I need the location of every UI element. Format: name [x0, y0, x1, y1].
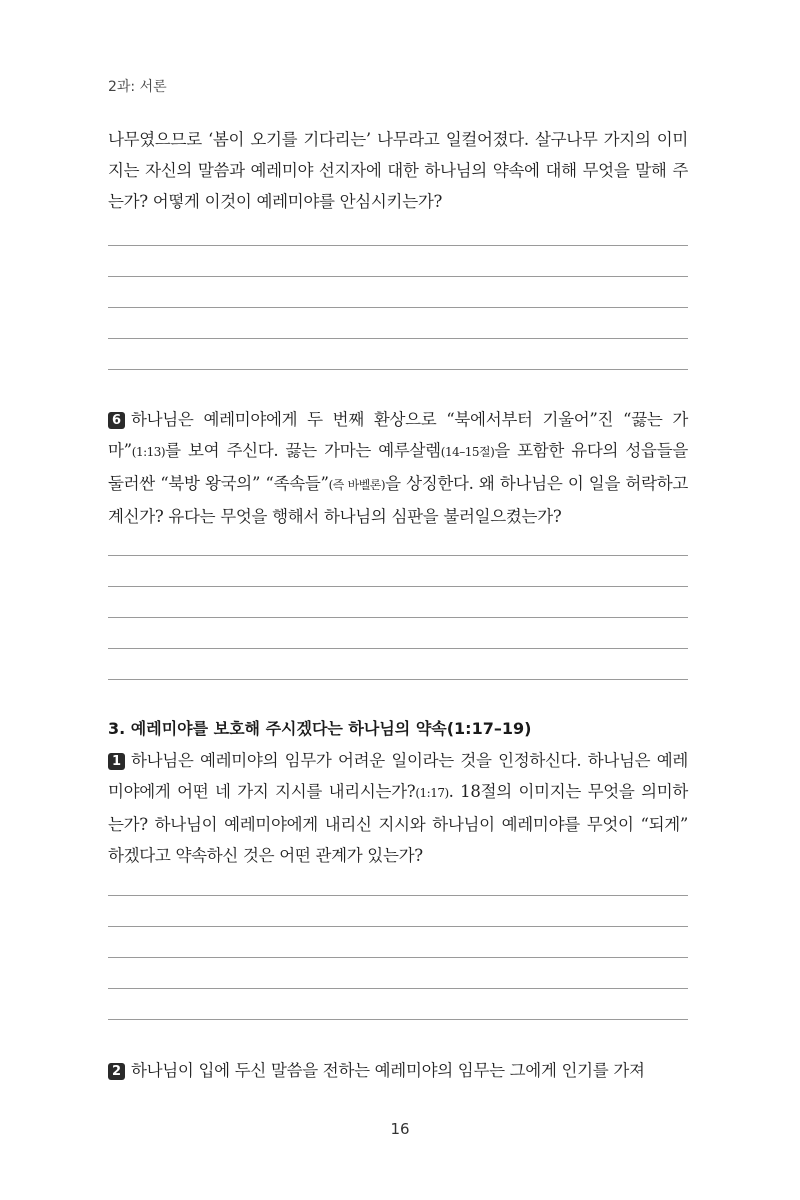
question-6-text: 하나님은 예레미야에게 두 번째 환상으로 “북에서부터 기울어”진 “끓는 가마”	[108, 410, 688, 460]
verse-reference: (1:17)	[415, 786, 449, 800]
answer-lines-q5	[108, 245, 688, 400]
answer-line	[108, 617, 688, 618]
answer-lines-q6	[108, 555, 688, 710]
question-6	[108, 404, 688, 532]
answer-line	[108, 245, 688, 246]
answer-line	[108, 926, 688, 927]
answer-line	[108, 307, 688, 308]
answer-line	[108, 369, 688, 370]
answer-line	[108, 679, 688, 680]
page-number: 16	[390, 1120, 410, 1138]
answer-line	[108, 895, 688, 896]
question-6-text: 를 보여 주신다. 끓는 가마는 예루살렘	[165, 441, 441, 460]
answer-line	[108, 648, 688, 649]
answer-line	[108, 555, 688, 556]
answer-line	[108, 276, 688, 277]
answer-line	[108, 957, 688, 958]
question-5-continuation: 나무였으므로 ‘봄이 오기를 기다리는’ 나무라고 일컬어졌다. 살구나무 가지의 이미지는 자신의 말씀과 예레미야 선지자에 대한 하나님의 약속에 대해 무엇을 말해 주는가? 어떻게 이것이 예레미야를 안심시키는가?	[108, 130, 688, 211]
question-number-badge: 6	[108, 412, 125, 429]
answer-lines-q1	[108, 895, 688, 1050]
question-2-text: 하나님이 입에 두신 말씀을 전하는 예레미야의 임무는 그에게 인기를 가져	[131, 1061, 645, 1080]
chapter-header: 2과: 서론	[108, 79, 167, 95]
answer-line	[108, 338, 688, 339]
verse-reference: (1:13)	[131, 445, 166, 459]
answer-line	[108, 1019, 688, 1020]
section3-question-1	[108, 745, 688, 871]
section3-question-2	[108, 1055, 688, 1086]
answer-line	[108, 586, 688, 587]
question-6-text: 을 포함한 유다의 성읍들을 둘러싼 “북방 왕국의” “족속들”	[108, 441, 688, 493]
question-6-text: 을 상징한다. 왜 하나님은 이 일을 허락하고 계신가? 유다는 무엇을 행해서 하나님의 심판을 불러일으켰는가?	[108, 474, 688, 526]
question-number-badge: 2	[108, 1063, 125, 1080]
question-1-text: . 18절의 이미지는 무엇을 의미하는가? 하나님이 예레미야에게 내리신 지시와 하나님이 예레미야를 무엇이 “되게” 하겠다고 약속하신 것은 어떤 관계가 있는가?	[108, 782, 688, 865]
verse-reference: (즉 바벨론)	[328, 478, 386, 492]
verse-reference: (14–15절)	[440, 445, 495, 459]
answer-line	[108, 988, 688, 989]
question-1-text: 하나님은 예레미야의 임무가 어려운 일이라는 것을 인정하신다. 하나님은 예레미야에게 어떤 네 가지 지시를 내리시는가?	[108, 751, 688, 801]
question-number-badge: 1	[108, 753, 125, 770]
section-heading: 3. 예레미야를 보호해 주시겠다는 하나님의 약속(1:17–19)	[108, 719, 532, 738]
